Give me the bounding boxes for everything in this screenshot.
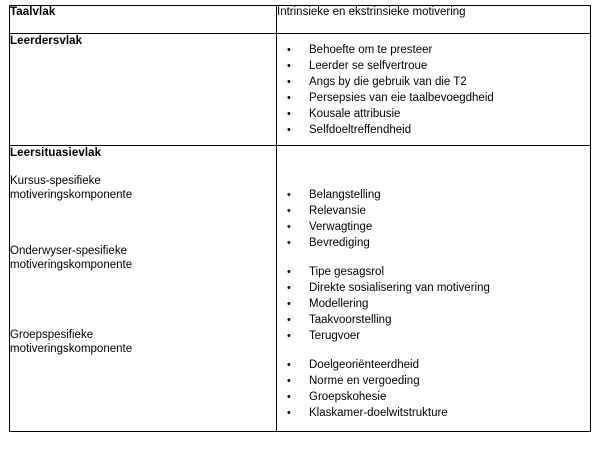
spacer — [10, 202, 276, 216]
list-item: • Selfdoeltreffendheid — [277, 122, 590, 138]
list-item: • Groepskohesie — [277, 389, 590, 405]
bullet-list-kursus-spesifieke — [277, 187, 590, 251]
motivation-table — [9, 5, 591, 432]
list-item: • Norme en vergoeding — [277, 373, 590, 389]
table-row-leersituasievlak — [10, 146, 591, 432]
list-item: • Doelgeoriënteerdheid — [277, 357, 590, 373]
table-row-leerdersvlak — [10, 34, 591, 146]
section-title-leerdersvlak: Leerdersvlak — [10, 35, 83, 47]
group-label-onderwyser-spesifieke-line1: Onderwyser-spesifieke — [10, 245, 127, 257]
bullet-stack-leersituasievlak — [277, 146, 590, 431]
bullet-block-leerdersvlak — [277, 34, 590, 145]
list-item: • Verwagtinge — [277, 219, 590, 235]
list-item: • Taakvoorstelling — [277, 312, 590, 328]
bullet-block-kursus-spesifieke — [277, 187, 590, 251]
group-label-kursus-spesifieke-line2: motiveringskomponente — [10, 189, 133, 201]
list-item: • Tipe gesagsrol — [277, 264, 590, 280]
group-label-onderwyser-spesifieke-line2: motiveringskomponente — [10, 259, 133, 271]
spacer — [10, 272, 276, 286]
bullet-list-leerdersvlak — [277, 42, 590, 138]
spacer — [10, 230, 276, 244]
group-label-groepspesifieke-line1: Groepspesifieke — [10, 329, 94, 341]
cell-leersituasievlak-bullets — [277, 146, 591, 432]
list-item: • Angs by die gebruik van die T2 — [277, 74, 590, 90]
group-label-kursus-spesifieke-line1: Kursus-spesifieke — [10, 175, 101, 187]
list-item: • Terugvoer — [277, 328, 590, 344]
list-item: • Modellering — [277, 296, 590, 312]
table-header-row — [10, 6, 591, 34]
group-label-groepspesifieke-line2: motiveringskomponente — [10, 343, 133, 355]
list-item: • Direkte sosialisering van motivering — [277, 280, 590, 296]
bullet-list-onderwyser-spesifieke — [277, 264, 590, 344]
bullet-list-groepspesifieke — [277, 357, 590, 421]
cell-leerdersvlak-label — [10, 34, 277, 146]
bullet-block-groepspesifieke — [277, 357, 590, 421]
list-item: • Behoefte om te presteer — [277, 42, 590, 58]
list-item: • Klaskamer-doelwitstrukture — [277, 405, 590, 421]
header-cell-motivering: Intrinsieke en ekstrinsieke motivering — [277, 6, 591, 34]
list-item: • Bevrediging — [277, 235, 590, 251]
spacer — [10, 314, 276, 328]
cell-leerdersvlak-bullets — [277, 34, 591, 146]
header-cell-taalvlak: Taalvlak — [10, 6, 277, 34]
list-item: • Persepsies van eie taalbevoegdheid — [277, 90, 590, 106]
list-item: • Kousale attribusie — [277, 106, 590, 122]
list-item: • Relevansie — [277, 203, 590, 219]
spacer — [10, 216, 276, 230]
list-item: • Leerder se selfvertroue — [277, 58, 590, 74]
spacer — [10, 300, 276, 314]
list-item: • Belangstelling — [277, 187, 590, 203]
section-title-leersituasievlak: Leersituasievlak — [10, 147, 102, 159]
bullet-block-onderwyser-spesifieke — [277, 264, 590, 344]
spacer — [10, 160, 276, 174]
spacer — [10, 286, 276, 300]
cell-leersituasievlak-labels — [10, 146, 277, 432]
